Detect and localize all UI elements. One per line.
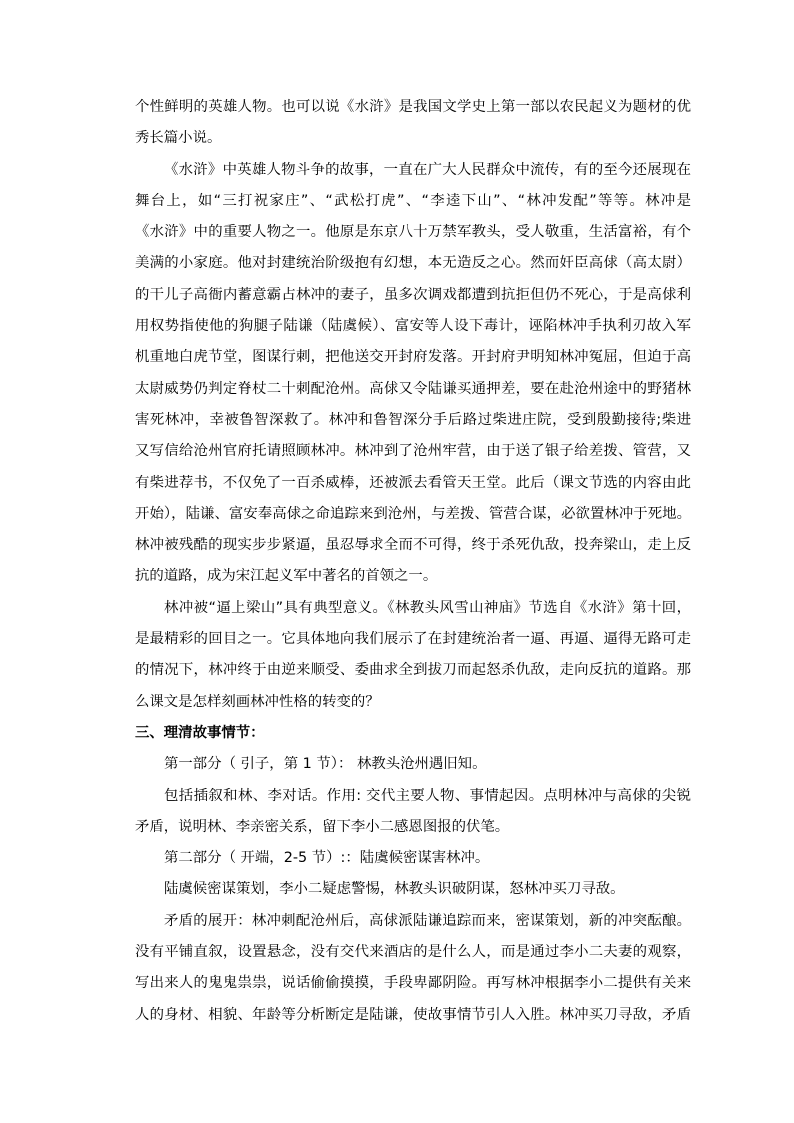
text-line: 美满的小家庭。他对封建统治阶级抱有幻想，本无造反之心。然而奸臣高俅（高太尉） [135, 255, 691, 272]
text-line: 又写信给沧州官府托请照顾林冲。林冲到了沧州牢营，由于送了银子给差拨、管营，又 [135, 443, 691, 460]
document-body [135, 92, 691, 1031]
text-line: 矛盾的展开：林冲刺配沧州后，高俅派陆谦追踪而来，密谋策划，新的冲突酝酿。 [164, 912, 691, 929]
text-line: 开始），陆谦、富安奉高俅之命追踪来到沧州，与差拨、管营合谋，必欲置林冲于死地。 [135, 505, 691, 522]
text-line: 《水浒》中英雄人物斗争的故事，一直在广大人民群众中流传，有的至今还展现在 [164, 161, 691, 178]
text-line: 有柴进荐书，不仅免了一百杀威棒，还被派去看管天王堂。此后（课文节选的内容由此 [135, 474, 691, 491]
text-line: 害死林冲，幸被鲁智深救了。林冲和鲁智深分手后路过柴进庄院，受到殷勤接待;柴进 [135, 411, 691, 428]
text-line: 舞台上，如“三打祝家庄”、“武松打虎”、“李逵下山”、“林冲发配”等等。林冲是 [135, 192, 691, 209]
text-line: 个性鲜明的英雄人物。也可以说《水浒》是我国文学史上第一部以农民起义为题材的优 [135, 99, 691, 115]
text-line: 陆虞候密谋策划，李小二疑虑警惕，林教头识破阴谋，怒林冲买刀寻敌。 [164, 881, 625, 898]
text-line: 《水浒》中的重要人物之一。他原是东京八十万禁军教头，受人敬重，生活富裕，有个 [135, 224, 691, 241]
text-line: 机重地白虎节堂，图谋行刺，把他送交开封府发落。开封府尹明知林冲冤屈，但迫于高 [135, 349, 691, 366]
text-line: 用权势指使他的狗腿子陆谦（陆虞候）、富安等人设下毒计，诬陷林冲手执利刃故入军 [135, 318, 691, 335]
text-line: 的情况下，林冲终于由逆来顺受、委曲求全到拔刀而起怒杀仇敌，走向反抗的道路。那 [135, 662, 691, 679]
text-line: 没有平铺直叙，设置悬念，没有交代来酒店的是什么人，而是通过李小二夫妻的观察， [135, 944, 691, 961]
text-line: 的干儿子高衙内蓄意霸占林冲的妻子，虽多次调戏都遭到抗拒但仍不死心，于是高俅利 [135, 286, 691, 303]
text-line: 么课文是怎样刻画林冲性格的转变的？ [135, 693, 380, 710]
text-line: 抗的道路，成为宋江起义军中著名的首领之一。 [135, 568, 438, 585]
text-line: 太尉威势仍判定脊杖二十刺配沧州。高俅又令陆谦买通押差，要在赴沧州途中的野猪林 [135, 380, 691, 397]
text-line: 矛盾，说明林、李亲密关系，留下李小二感恩图报的伏笔。 [135, 818, 510, 835]
text-line: 林冲被残酷的现实步步紧逼，虽忍辱求全而不可得，终于杀死仇敌，投奔梁山，走上反 [135, 537, 691, 554]
text-line: 是最精彩的回目之一。它具体地向我们展示了在封建统治者一逼、再逼、逼得无路可走 [135, 631, 691, 648]
text-line: 秀长篇小说。 [135, 130, 222, 147]
text-line: 林冲被“逼上梁山”具有典型意义。《林教头风雪山神庙》节选自《水浒》第十回， [164, 599, 691, 616]
text-line: 写出来人的鬼鬼祟祟，说话偷偷摸摸，手段卑鄙阴险。再写林冲根据李小二提供有关来 [135, 975, 691, 992]
text-line: 第二部分（ 开端，2-5 节）:：陆虞候密谋害林冲。 [164, 850, 490, 867]
text-line: 包括插叙和林、李对话。作用: 交代主要人物、事情起因。点明林冲与高俅的尖锐 [164, 787, 691, 804]
section-heading: 三、理清故事情节： [135, 724, 265, 741]
text-line: 第一部分（ 引子，第 1 节）： 林教头沧州遇旧知。 [164, 756, 487, 773]
text-line: 人的身材、相貌、年龄等分析断定是陆谦，使故事情节引人入胜。林冲买刀寻敌，矛盾 [135, 1006, 691, 1023]
